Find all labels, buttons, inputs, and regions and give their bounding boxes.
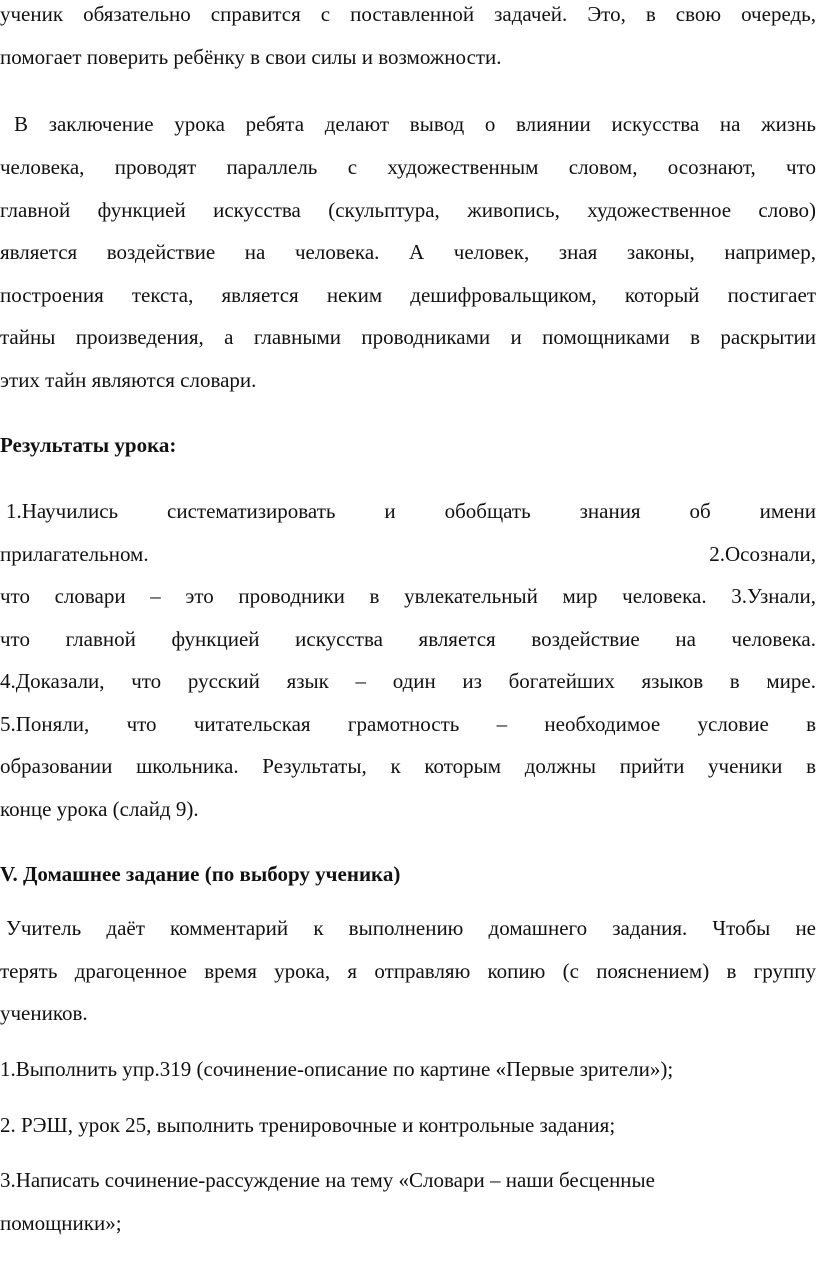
homework-item-2: 2. РЭШ, урок 25, выполнить тренировочные и контрольные задания;: [0, 1113, 616, 1137]
homework-item-3: 3.Написать сочинение-рассуждение на тему «Словари – наши бесценные: [0, 1168, 655, 1192]
paragraph-line: ученик обязательно справится с поставленной задачей. Это, в свою очередь,: [0, 2, 816, 26]
paragraph-line: построения текста, является неким дешифровальщиком, который постигает: [0, 283, 816, 307]
result-line: 1.Научились систематизировать и обобщать знания об имени: [6, 499, 816, 523]
homework-item-1: 1.Выполнить упр.319 (сочинение-описание по картине «Первые зрители»);: [0, 1057, 674, 1081]
homework-line: Учитель даёт комментарий к выполнению домашнего задания. Чтобы не: [6, 916, 816, 940]
paragraph-line: главной функцией искусства (скульптура, живопись, художественное слово): [0, 198, 816, 222]
result-line: прилагательном. 2.Осознали,: [0, 542, 816, 566]
homework-line: терять драгоценное время урока, я отправляю копию (с пояснением) в группу: [0, 959, 816, 983]
result-line: образовании школьника. Результаты, к которым должны прийти ученики в: [0, 754, 816, 778]
result-line: 4.Доказали, что русский язык – один из богатейших языков в мире.: [0, 669, 816, 693]
result-line: 5.Поняли, что читательская грамотность – необходимое условие в: [0, 712, 816, 736]
paragraph-line: В заключение урока ребята делают вывод о влиянии искусства на жизнь: [14, 112, 816, 136]
paragraph-line: тайны произведения, а главными проводниками и помощниками в раскрытии: [0, 325, 816, 349]
result-line: что главной функцией искусства является воздействие на человека.: [0, 627, 816, 651]
homework-item-3-cont: помощники»;: [0, 1211, 122, 1235]
paragraph-line: является воздействие на человека. А человек, зная законы, например,: [0, 240, 816, 264]
section-heading-homework: V. Домашнее задание (по выбору ученика): [0, 862, 401, 886]
result-line: что словари – это проводники в увлекательный мир человека. 3.Узнали,: [0, 584, 816, 608]
homework-line: учеников.: [0, 1001, 88, 1025]
paragraph-line: этих тайн являются словари.: [0, 368, 257, 392]
result-line: конце урока (слайд 9).: [0, 797, 199, 821]
paragraph-line: помогает поверить ребёнку в свои силы и возможности.: [0, 45, 502, 69]
paragraph-line: человека, проводят параллель с художественным словом, осознают, что: [0, 155, 816, 179]
section-heading-results: Результаты урока:: [0, 433, 177, 457]
